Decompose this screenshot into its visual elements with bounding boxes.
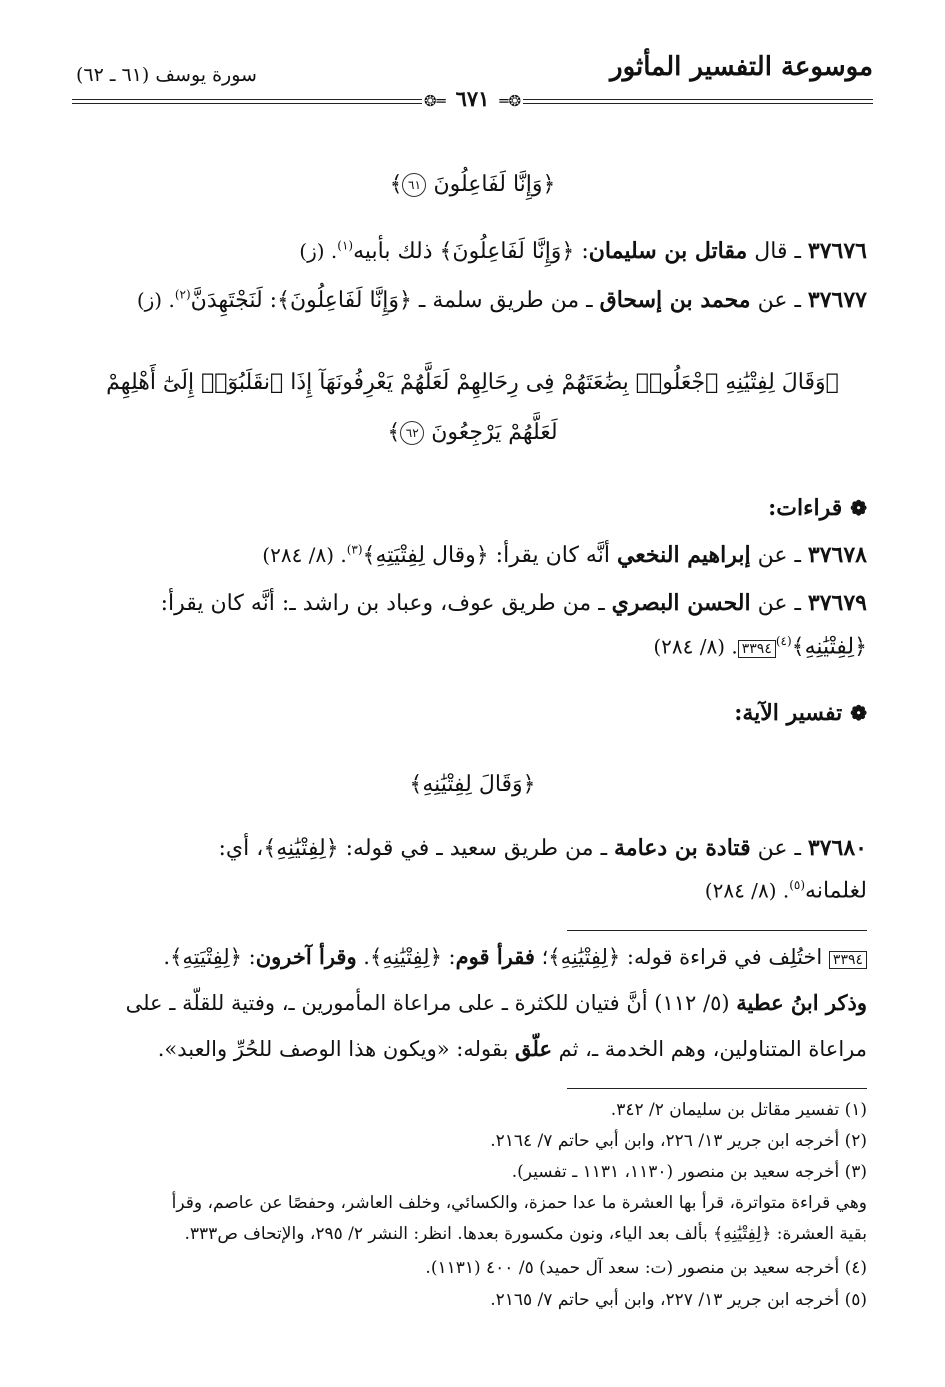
entry-number: ٣٧٦٧٩ <box>807 590 867 616</box>
note-text: (٥/ ١١٢) أنَّ فتيان للكثرة ـ على مراعاة المأمورين ـ، وفتية للقلّة ـ على <box>125 991 737 1015</box>
note-bold: وذكر <box>818 990 867 1015</box>
verse-61 <box>78 172 867 198</box>
entry-text: أنَّه كان يقرأ: ﴿وقال لِفِتْيَتِهِ﴾ <box>362 543 617 568</box>
note-3394-line2 <box>78 990 867 1016</box>
grade: . (ز) <box>136 288 175 312</box>
qiraat-heading <box>78 495 867 521</box>
entry-pre: ـ عن <box>750 543 808 568</box>
flower-icon: ❁ <box>850 701 867 725</box>
entry-text: لغلمانه <box>805 878 867 904</box>
footnote-4: (٤) أخرجه سعيد بن منصور (ت: سعد آل حميد) ٥/ ٤٠٠ (١١٣١). <box>425 1258 867 1278</box>
footnote-ref: (٤) <box>775 634 792 648</box>
section-title: تفسير الآية: <box>734 700 843 726</box>
ornament-icon: ═❂ <box>423 92 446 110</box>
footnote-separator <box>567 1088 867 1089</box>
ornament-icon: ❂═ <box>499 92 522 110</box>
page-number: ٦٧١ <box>448 86 498 111</box>
grade: . (٨/ ٢٨٤) <box>262 543 347 567</box>
note-bold: علّق <box>515 1036 552 1061</box>
note-text: : ﴿لِفِتْيَتِهِ﴾. <box>163 945 256 969</box>
entry-37678 <box>78 542 867 569</box>
note-separator <box>567 930 867 931</box>
entry-37679 <box>78 590 867 617</box>
entry-37677 <box>78 287 867 314</box>
note-text: بقوله: «ويكون هذا الوصف للحُرِّ والعبد». <box>157 1037 515 1061</box>
footnote-ref: (٣) <box>346 542 363 557</box>
entry-text: ـ من طريق سلمة ـ ﴿وَإِنَّا لَفَاعِلُونَ﴾: لَنَجْتَهِدَنَّ <box>190 288 600 313</box>
grade: . (٨/ ٢٨٤) <box>704 878 790 903</box>
entry-number: ٣٧٦٧٦ <box>807 238 867 264</box>
footnote-ref: (١) <box>337 238 354 253</box>
entry-number: ٣٧٦٧٨ <box>807 542 867 568</box>
note-3394-line3 <box>78 1036 867 1062</box>
entry-37680 <box>78 835 867 862</box>
note-text: مراعاة المتناولين، وهم الخدمة ـ، ثم <box>552 1037 867 1061</box>
footnote-ref: (٢) <box>174 287 191 302</box>
footnote-3: (٣) أخرجه سعيد بن منصور (١١٣٠، ١١٣١ ـ تفسير). <box>511 1162 867 1182</box>
entry-pre: ـ عن <box>750 836 808 861</box>
entry-37676 <box>78 238 867 265</box>
narrator-name: إبراهيم النخعي <box>616 542 751 568</box>
verse-phrase: ﴿وَقَالَ لِفِتْيَٰنِهِ﴾ <box>409 772 536 797</box>
note-bold: وقرأ آخرون <box>255 944 357 969</box>
book-title: موسوعة التفسير المأثور <box>610 52 873 82</box>
note-bold: فقرأ قوم <box>455 944 535 969</box>
note-text: : ﴿لِفِتْيَٰنِهِ﴾. <box>356 945 456 969</box>
entry-text: : ﴿وَإِنَّا لَفَاعِلُونَ﴾ ذلك بأبيه <box>353 239 589 264</box>
page-number-row <box>0 88 945 109</box>
verse-close: ﴾ <box>389 172 403 197</box>
section-title: قراءات: <box>768 495 843 521</box>
note-3394-line1 <box>78 944 867 970</box>
footnote-1: (١) تفسير مقاتل بن سليمان ٢/ ٣٤٢. <box>610 1100 867 1120</box>
entry-pre: ـ عن <box>750 288 808 313</box>
entry-37680-line2 <box>78 878 867 905</box>
entry-text: ـ من طريق سعيد ـ في قوله: ﴿لِفِتْيَٰنِهِ﴾، أي: <box>218 836 615 861</box>
entry-text: ﴿لِفِتْيَٰنِهِ﴾ <box>791 634 867 660</box>
tafsir-heading <box>78 700 867 726</box>
entry-text: ـ من طريق عوف، وعباد بن راشد ـ: أنَّه كان يقرأ: <box>160 591 612 616</box>
verse-text: ﴿وَإِنَّا لَفَاعِلُونَ <box>433 172 556 197</box>
footnote-ref: (٥) <box>789 878 806 892</box>
entry-pre: ـ عن <box>750 591 808 616</box>
verse-62-line2 <box>78 420 867 446</box>
narrator-name: محمد بن إسحاق <box>599 287 751 313</box>
ayah-number-icon: ٦١ <box>402 173 426 197</box>
note-ref-box: ٣٣٩٤ <box>738 640 776 658</box>
footnote-5: (٥) أخرجه ابن جرير ١٣/ ٢٢٧، وابن أبي حاتم ٧/ ٢١٦٥. <box>490 1290 867 1310</box>
entry-number: ٣٧٦٧٧ <box>807 287 867 313</box>
footnote-3-cont: وهي قراءة متواترة، قرأ بها العشرة ما عدا حمزة، والكسائي، وخلف العاشر، وحفصًا عن عاصم، وقرأ <box>171 1193 867 1213</box>
entry-number: ٣٧٦٨٠ <box>807 835 867 861</box>
narrator-name: مقاتل بن سليمان <box>588 238 748 264</box>
entry-pre: ـ قال <box>747 239 808 264</box>
verse-62-line1: ﴿وَقَالَ لِفِتْيَٰنِهِ ٱجْعَلُوا۟ بِضَٰعَتَهُمْ فِى رِحَالِهِمْ لَعَلَّهُمْ يَعْرِفُونَهَآ إِذَا ٱنقَلَبُوٓا۟ إِلَىٰٓ أَهْلِهِمْ <box>106 370 839 395</box>
narrator-name: قتادة بن دعامة <box>614 835 751 861</box>
footnote-3-cont2: بقية العشرة: ﴿لِفِتْيَٰنِهِ﴾ بألف بعد الياء، ونون مكسورة بعدها. انظر: النشر ٢/ ٢٩٥، والإتحاف ص٣٣٣. <box>184 1224 867 1244</box>
verse-text: لَعَلَّهُمْ يَرْجِعُونَ <box>431 420 558 445</box>
note-text: اختُلِف في قراءة قوله: ﴿لِفِتْيَٰنِهِ﴾؛ <box>534 945 829 969</box>
note-bold: ابنُ عطية <box>736 990 819 1015</box>
verse-close: ﴾ <box>387 420 401 445</box>
flower-icon: ❁ <box>850 496 867 520</box>
ayah-number-icon: ٦٢ <box>400 421 424 445</box>
surah-label: سورة يوسف (٦١ ـ ٦٢) <box>76 64 257 86</box>
grade: . (ز) <box>299 239 338 263</box>
footnote-2: (٢) أخرجه ابن جرير ١٣/ ٢٢٦، وابن أبي حاتم ٧/ ٢١٦٤. <box>490 1131 867 1151</box>
narrator-name: الحسن البصري <box>611 590 751 616</box>
entry-37679-line2 <box>78 634 867 661</box>
note-ref-box: ٣٣٩٤ <box>829 951 867 969</box>
grade: . (٨/ ٢٨٤) <box>653 634 738 659</box>
